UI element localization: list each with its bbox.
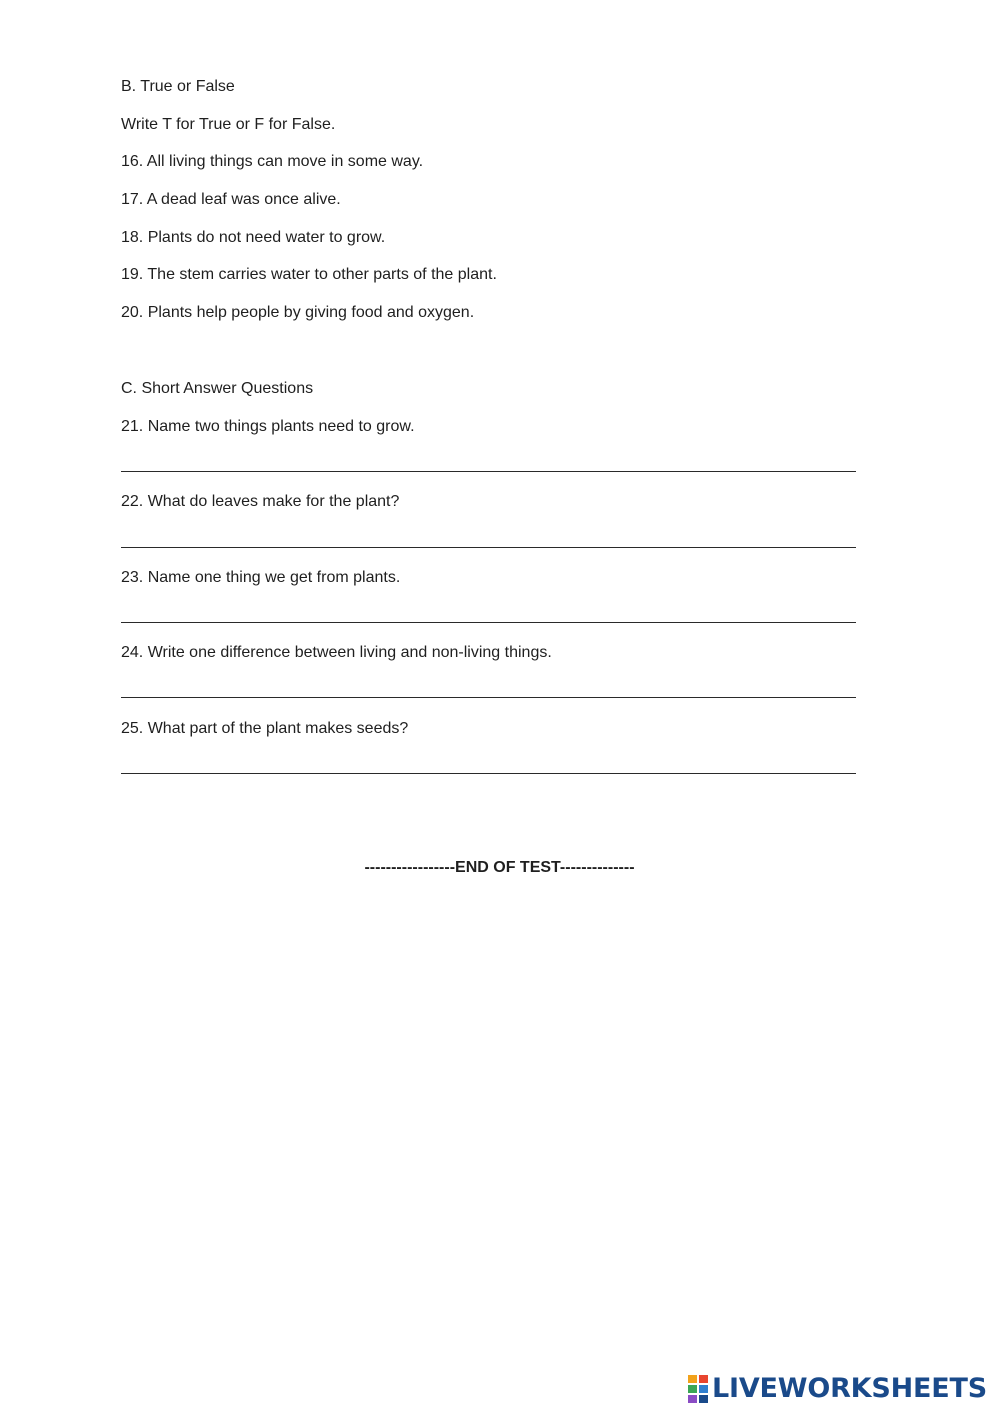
end-of-test-marker: -----------------END OF TEST--------------: [364, 859, 635, 876]
question-18: 18. Plants do not need water to grow.: [121, 229, 386, 246]
liveworksheets-logo-icon: [688, 1375, 708, 1403]
question-16: 16. All living things can move in some way.: [121, 153, 424, 170]
question-24: 24. Write one difference between living and non-living things.: [121, 644, 552, 661]
question-25: 25. What part of the plant makes seeds?: [121, 720, 409, 737]
liveworksheets-logo-text: LIVEWORKSHEETS: [711, 1373, 987, 1404]
answer-line-22[interactable]: [121, 547, 856, 548]
question-21: 21. Name two things plants need to grow.: [121, 418, 415, 435]
answer-line-21[interactable]: [121, 471, 856, 472]
answer-line-25[interactable]: [121, 773, 856, 774]
question-22: 22. What do leaves make for the plant?: [121, 493, 400, 510]
section-c-title: C. Short Answer Questions: [121, 380, 314, 397]
section-b-title: B. True or False: [121, 78, 235, 95]
answer-line-24[interactable]: [121, 697, 856, 698]
question-19: 19. The stem carries water to other parts of the plant.: [121, 266, 497, 283]
answer-line-23[interactable]: [121, 622, 856, 623]
section-b-instruction: Write T for True or F for False.: [121, 116, 336, 133]
liveworksheets-logo[interactable]: [688, 1372, 987, 1406]
question-17: 17. A dead leaf was once alive.: [121, 191, 341, 208]
question-20: 20. Plants help people by giving food and oxygen.: [121, 304, 475, 321]
question-23: 23. Name one thing we get from plants.: [121, 569, 401, 586]
